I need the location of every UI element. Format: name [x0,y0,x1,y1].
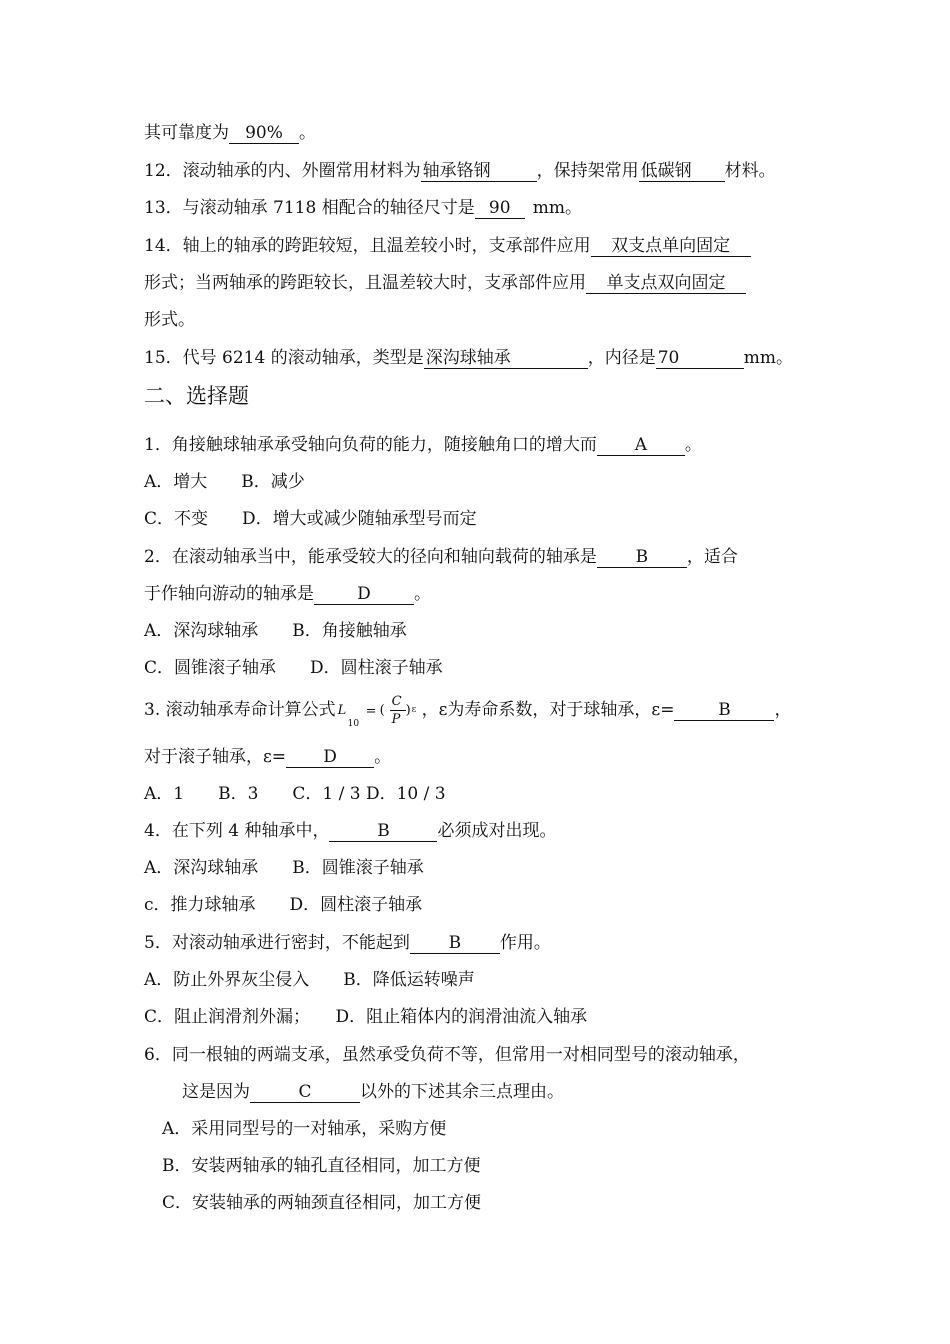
formula-denominator: P [391,711,401,727]
cq3-answer1: B [674,700,774,721]
life-formula [336,691,422,731]
cq1-answer: A [597,435,685,456]
q12-text-end: 材料。 [724,161,776,181]
formula-exponent: ε [411,704,417,715]
cq2-answer1: B [597,547,687,568]
cq4-answer: B [329,821,437,842]
cq3-line2 [144,746,391,768]
cq3-options-1: A．1 B．3 C．1 / 3 D．10 / 3 [144,784,446,804]
cq2-options-2: C．圆锥滚子轴承 D．圆柱滚子轴承 [144,658,443,678]
q14-text2: 形式；当两轴承的跨距较长，且温差较大时，支承部件应用 [144,273,586,293]
q12-answer-cage-material: 低碳钢 [639,161,725,182]
q13-unit: mm。 [532,198,582,218]
q14-text3: 形式。 [144,310,195,330]
cq3-line1 [144,690,791,731]
q14-line1 [144,235,751,257]
cq4-options-2: c．推力球轴承 D．圆柱滚子轴承 [144,895,423,915]
formula-subscript: 10 [347,718,360,729]
cq2-line1 [144,546,738,568]
q13-answer: 90 [475,198,525,219]
formula-L: L [337,702,347,718]
q12-line [144,160,776,182]
cq2-answer2: D [314,584,414,605]
cq6-end: 以外的下述其余三点理由。 [360,1082,564,1102]
cq3-text: 3. 滚动轴承寿命计算公式 [144,700,336,720]
cq5-end: 作用。 [499,933,551,953]
formula-rparen: ) [405,702,411,718]
q15-text: 15．代号 6214 的滚动轴承，类型是 [144,348,424,368]
cq6-text: 这是因为 [182,1082,250,1102]
cq1-options-2: C．不变 D．增大或减少随轴承型号而定 [144,509,477,529]
cq6-answer: C [250,1082,360,1103]
cq5-options-2: C．阻止润滑剂外漏； D．阻止箱体内的润滑油流入轴承 [144,1007,588,1027]
cq1-end: 。 [684,435,702,455]
formula-lparen: ( [379,702,385,718]
cq4-line [144,820,556,842]
cq6-line1: 6．同一根轴的两端支承，虽然承受负荷不等，但常用一对相同型号的滚动轴承， [144,1045,750,1065]
q15-answer-bore: 70 [656,348,744,369]
q14-line3 [144,309,195,331]
q15-unit: mm。 [743,348,793,368]
cq3-answer2: D [286,747,374,768]
cq5-text: 5．对滚动轴承进行密封，不能起到 [144,933,410,953]
cq1-text: 1．角接触球轴承承受轴向负荷的能力，随接触角口的增大而 [144,435,597,455]
formula-numerator: C [391,693,402,709]
cq5-answer: B [410,933,500,954]
cq2-text2: 于作轴向游动的轴承是 [144,584,314,604]
cq2-line2 [144,583,431,605]
q12-answer-ring-material: 轴承铬钢 [421,161,537,182]
cq3-text-mid: ，ε为寿命系数，对于球轴承，ε= [421,700,675,720]
q12-text-mid: ，保持架常用 [536,161,639,181]
cq2-options-1: A．深沟球轴承 B．角接触轴承 [144,621,407,641]
cq4-options-1: A．深沟球轴承 B．圆锥滚子轴承 [144,858,424,878]
cq6-option-c: C．安装轴承的两轴颈直径相同，加工方便 [162,1193,482,1213]
cq3-end: 。 [374,747,392,767]
q14-text1: 14．轴上的轴承的跨距较短，且温差较小时，支承部件应用 [144,236,591,256]
q11-end: 。 [299,123,316,143]
q13-text: 13．与滚动轴承 7118 相配合的轴径尺寸是 [144,198,475,218]
section-title: 二、选择题 [144,384,249,408]
q14-answer1: 双支点单向固定 [591,236,751,257]
q11-text: 其可靠度为 [144,123,229,143]
formula-equals: = [365,703,377,719]
q11-line [144,122,316,144]
cq2-text-mid: ，适合 [686,547,738,567]
cq2-text: 2．在滚动轴承当中，能承受较大的径向和轴向载荷的轴承是 [144,547,597,567]
cq5-line [144,932,551,954]
q11-answer: 90% [229,123,299,144]
q12-text: 12．滚动轴承的内、外圈常用材料为 [144,161,421,181]
cq1-line [144,434,702,456]
cq3-comma: ， [774,700,792,720]
cq3-text2: 对于滚子轴承，ε= [144,747,287,767]
cq6-option-a: A．采用同型号的一对轴承，采购方便 [162,1119,447,1139]
q15-answer-type: 深沟球轴承 [424,348,588,369]
q14-line2 [144,272,746,294]
cq6-line2 [182,1081,564,1103]
cq4-text: 4．在下列 4 种轴承中， [144,821,330,841]
cq6-option-b: B．安装两轴承的轴孔直径相同，加工方便 [162,1156,481,1176]
cq4-end: 必须成对出现。 [437,821,557,841]
formula-fraction-bar [390,710,406,711]
cq1-options-1: A．增大 B．减少 [144,472,305,492]
q13-line [144,197,582,219]
q15-text-mid: ，内径是 [587,348,656,368]
cq2-end: 。 [414,584,431,604]
q15-line [144,347,793,369]
q14-answer2: 单支点双向固定 [586,273,746,294]
cq5-options-1: A．防止外界灰尘侵入 B．降低运转噪声 [144,970,475,990]
